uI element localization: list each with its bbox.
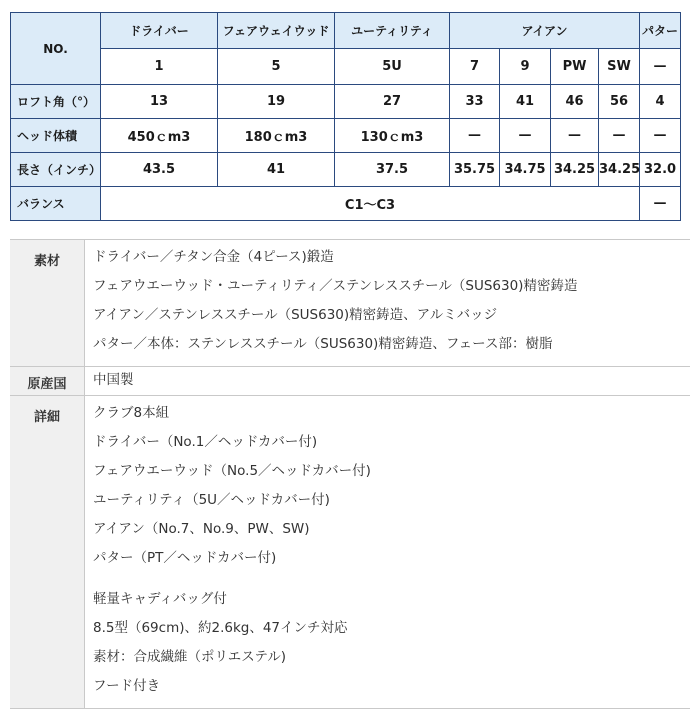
head-volume-value: — <box>500 119 551 153</box>
material-line: ドライバー／チタン合金（4ピース)鍛造 <box>93 249 334 265</box>
spec-table <box>10 12 681 221</box>
origin-row <box>10 367 690 396</box>
length-row <box>11 153 681 187</box>
no-label: NO. <box>11 13 101 85</box>
length-value: 34.75 <box>500 153 551 187</box>
loft-value: 56 <box>599 85 640 119</box>
club-number: 5 <box>218 49 335 85</box>
material-line: パター／本体：ステンレススチール（SUS630)精密鋳造、フェース部：樹脂 <box>93 336 553 352</box>
head-volume-value: 130ｃm3 <box>335 119 450 153</box>
detail-line: 素材：合成繊維（ポリエステル) <box>93 649 287 665</box>
material-line: フェアウエーウッド・ユーティリティ／ステンレススチール（SUS630)精密鋳造 <box>93 278 578 294</box>
length-value: 35.75 <box>450 153 500 187</box>
origin-label: 原産国 <box>10 367 85 396</box>
club-number: 1 <box>101 49 218 85</box>
head-volume-label: ヘッド体積 <box>11 119 101 153</box>
head-volume-value: — <box>450 119 500 153</box>
loft-label: ロフト角（°） <box>11 85 101 119</box>
detail-spacer <box>93 576 690 588</box>
material-label: 素材 <box>10 240 85 367</box>
detail-line: 8.5型（69cm)、約2.6kg、47インチ対応 <box>93 620 348 636</box>
balance-label: バランス <box>11 187 101 221</box>
details-table <box>10 239 690 709</box>
club-number: — <box>640 49 681 85</box>
loft-value: 4 <box>640 85 681 119</box>
detail-line: ドライバー（No.1／ヘッドカバー付) <box>93 434 318 450</box>
loft-value: 13 <box>101 85 218 119</box>
material-line: アイアン／ステンレススチール（SUS630)精密鋳造、アルミバッジ <box>93 307 498 323</box>
length-value: 43.5 <box>101 153 218 187</box>
loft-value: 27 <box>335 85 450 119</box>
head-volume-row <box>11 119 681 153</box>
detail-line: フェアウエーウッド（No.5／ヘッドカバー付) <box>93 463 371 479</box>
group-driver: ドライバー <box>101 13 218 49</box>
loft-value: 46 <box>551 85 599 119</box>
detail-line: クラブ8本組 <box>93 405 170 421</box>
detail-line: フード付き <box>93 678 161 694</box>
group-iron: アイアン <box>450 13 640 49</box>
detail-line: パター（PT／ヘッドカバー付) <box>93 550 277 566</box>
club-number: PW <box>551 49 599 85</box>
loft-value: 19 <box>218 85 335 119</box>
group-putter: パター <box>640 13 681 49</box>
length-label: 長さ（インチ） <box>11 153 101 187</box>
detail-row <box>10 396 690 709</box>
material-row <box>10 240 690 367</box>
material-value <box>85 240 691 367</box>
club-number: 9 <box>500 49 551 85</box>
loft-value: 41 <box>500 85 551 119</box>
detail-line: アイアン（No.7、No.9、PW、SW) <box>93 521 310 537</box>
detail-line: ユーティリティ（5U／ヘッドカバー付) <box>93 492 330 508</box>
length-value: 37.5 <box>335 153 450 187</box>
balance-putter-value: — <box>640 187 681 221</box>
club-number: 5U <box>335 49 450 85</box>
detail-value <box>85 396 691 709</box>
detail-line: 軽量キャディバッグ付 <box>93 591 227 607</box>
group-fairway-wood: フェアウェイウッド <box>218 13 335 49</box>
spec-header-row <box>11 13 681 49</box>
club-number: SW <box>599 49 640 85</box>
head-volume-value: — <box>599 119 640 153</box>
club-number: 7 <box>450 49 500 85</box>
head-volume-value: 180ｃm3 <box>218 119 335 153</box>
balance-value: C1〜C3 <box>101 187 640 221</box>
group-utility: ユーティリティ <box>335 13 450 49</box>
length-value: 41 <box>218 153 335 187</box>
head-volume-value: 450ｃm3 <box>101 119 218 153</box>
origin-value <box>85 367 691 396</box>
loft-row <box>11 85 681 119</box>
length-value: 34.25 <box>599 153 640 187</box>
balance-row <box>11 187 681 221</box>
spec-number-row <box>11 49 681 85</box>
loft-value: 33 <box>450 85 500 119</box>
length-value: 34.25 <box>551 153 599 187</box>
origin-text: 中国製 <box>93 372 134 388</box>
length-value: 32.0 <box>640 153 681 187</box>
head-volume-value: — <box>640 119 681 153</box>
head-volume-value: — <box>551 119 599 153</box>
detail-label: 詳細 <box>10 396 85 709</box>
